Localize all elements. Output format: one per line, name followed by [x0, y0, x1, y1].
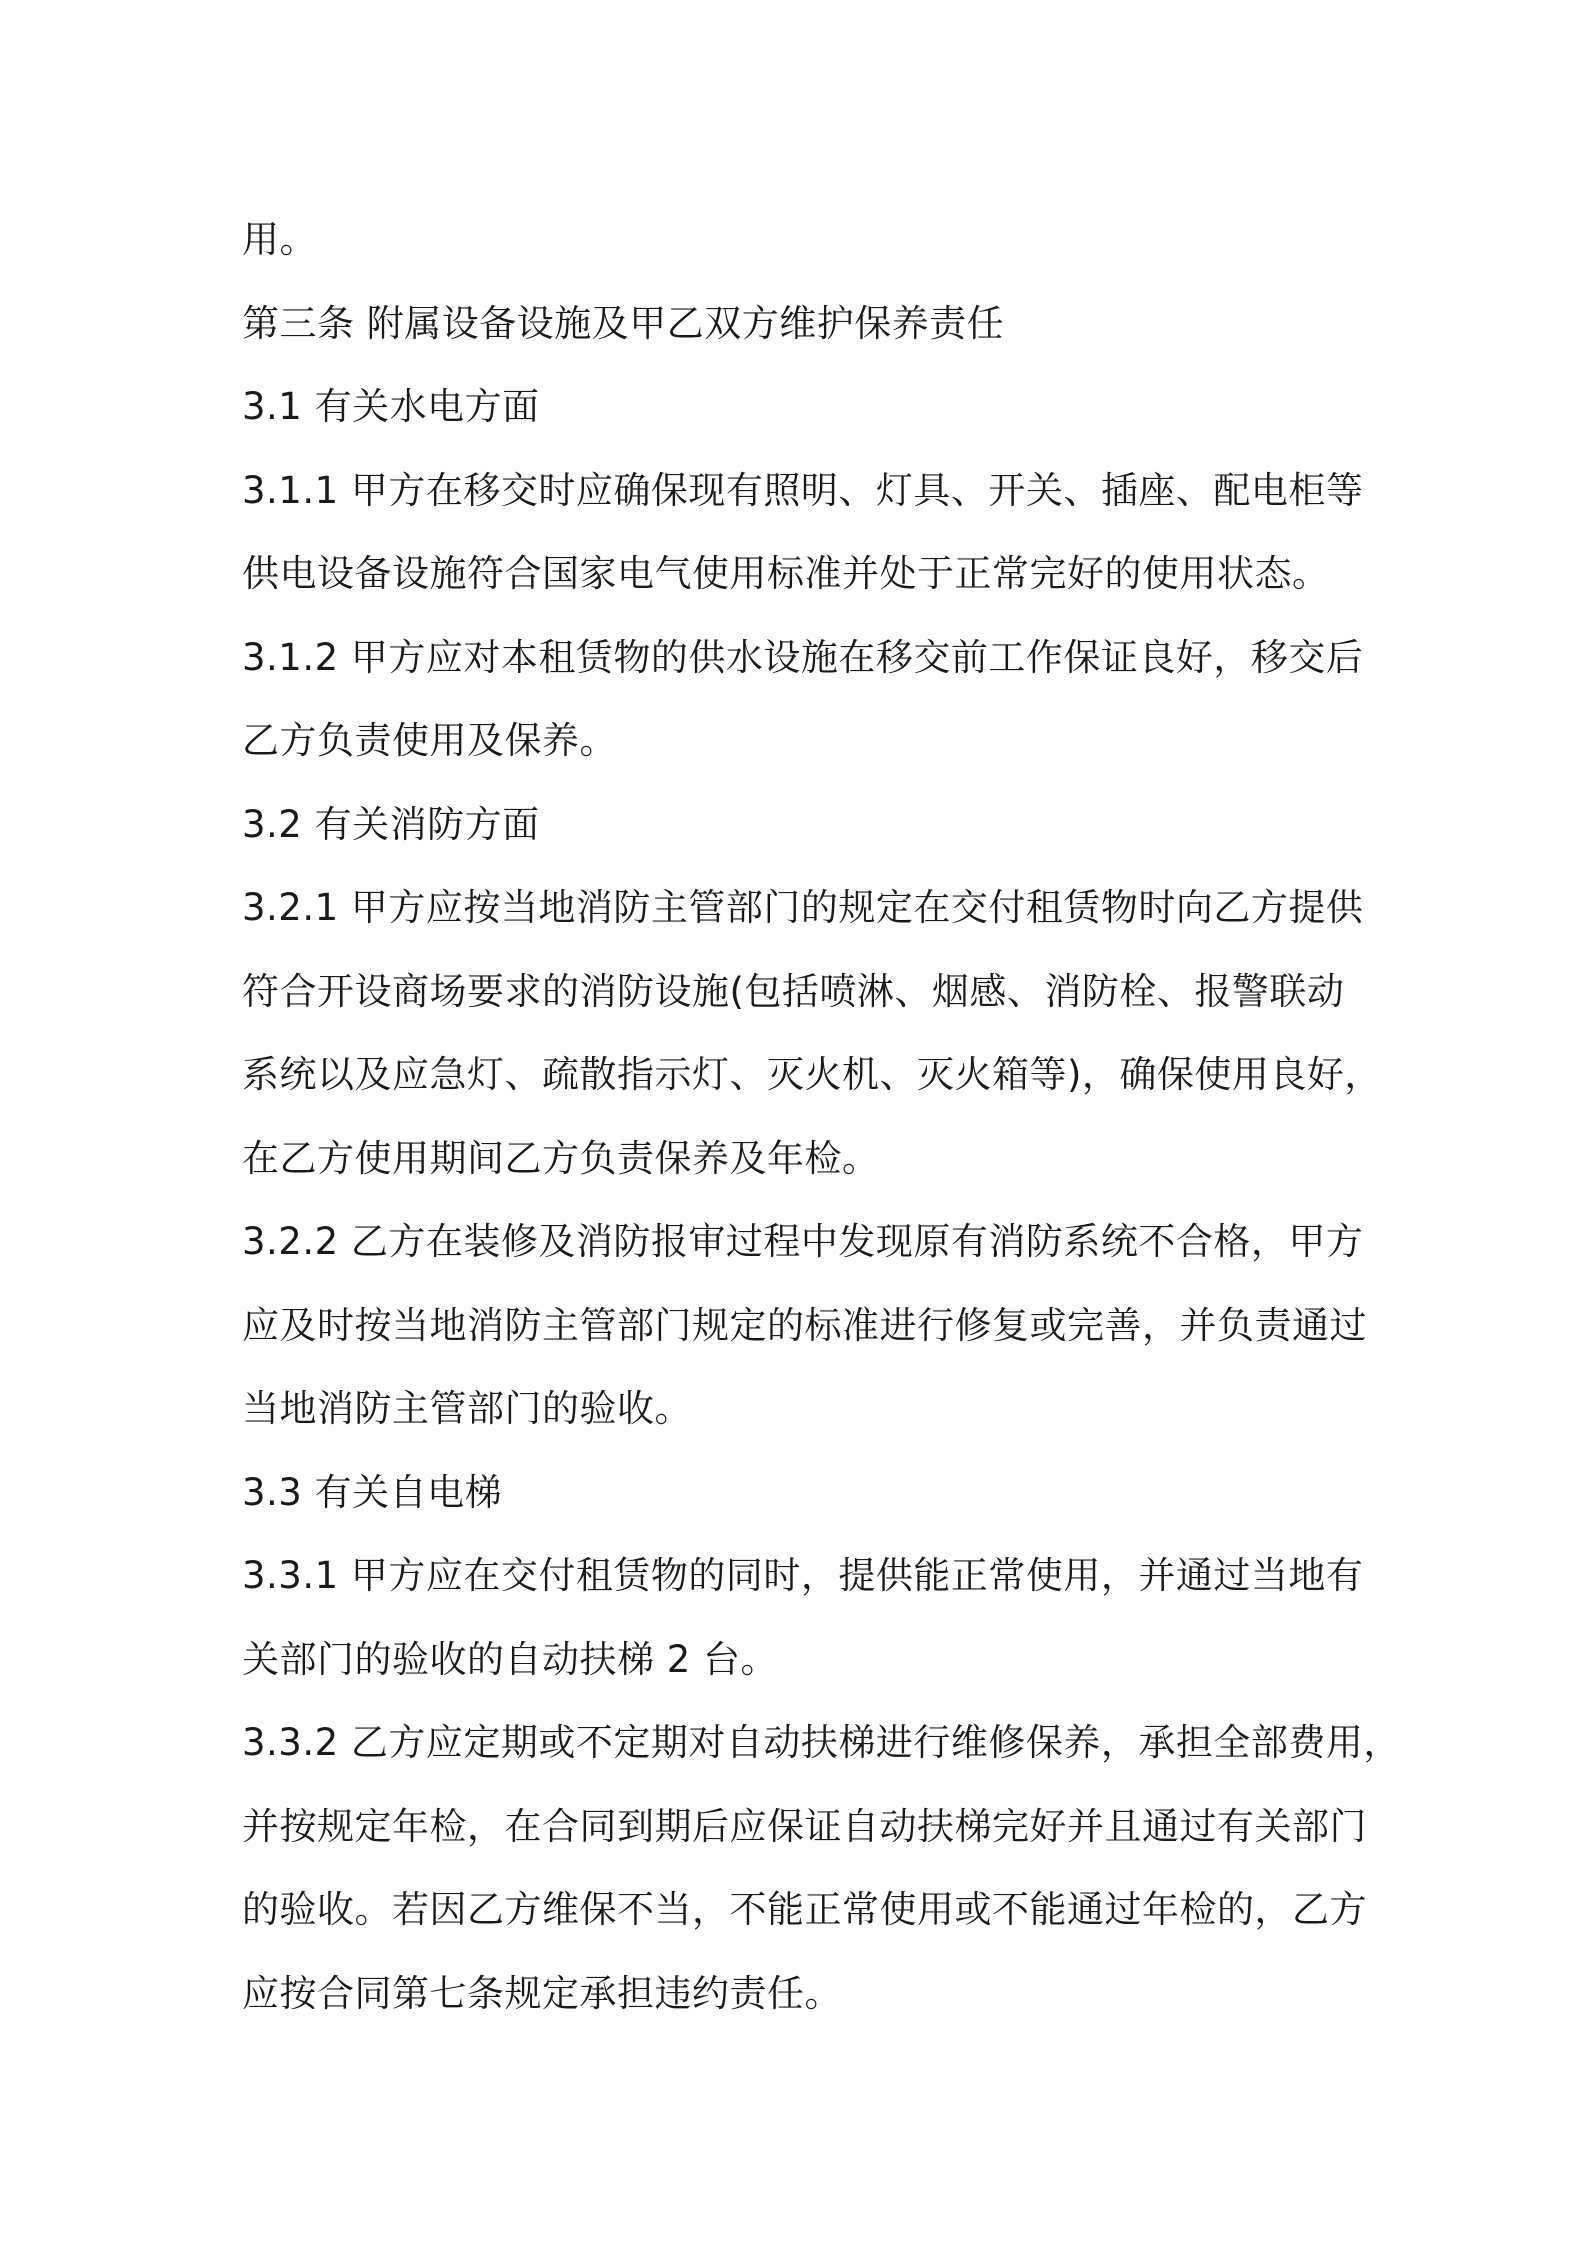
- paragraph-line: 关部门的验收的自动扶梯 2 台。: [242, 1637, 779, 1681]
- paragraph-line: 3.1.2 甲方应对本租赁物的供水设施在移交前工作保证良好，移交后: [242, 635, 1364, 679]
- paragraph-line: 应及时按当地消防主管部门规定的标准进行修复或完善，并负责通过: [242, 1303, 1367, 1347]
- paragraph-line: 当地消防主管部门的验收。: [242, 1387, 692, 1430]
- paragraph-line: 3.2.1 甲方应按当地消防主管部门的规定在交付租赁物时向乙方提供: [242, 886, 1364, 929]
- paragraph-line: 应按合同第七条规定承担违约责任。: [242, 1971, 842, 2015]
- paragraph-line: 3.3.2 乙方应定期或不定期对自动扶梯进行维修保养，承担全部费用，: [242, 1721, 1401, 1764]
- paragraph-line: 3.1.1 甲方在移交时应确保现有照明、灯具、开关、插座、配电柜等: [242, 468, 1364, 512]
- section-heading: 3.3 有关自电梯: [242, 1470, 503, 1514]
- section-heading: 3.2 有关消防方面: [242, 802, 540, 846]
- paragraph-line: 3.2.2 乙方在装修及消防报审过程中发现原有消防系统不合格，甲方: [242, 1220, 1364, 1263]
- paragraph-line: 的验收。若因乙方维保不当，不能正常使用或不能通过年检的，乙方: [242, 1888, 1367, 1931]
- paragraph-line: 乙方负责使用及保养。: [242, 719, 617, 762]
- paragraph-line: 符合开设商场要求的消防设施(包括喷淋、烟感、消防栓、报警联动: [242, 969, 1345, 1013]
- paragraph-line: 供电设备设施符合国家电气使用标准并处于正常完好的使用状态。: [242, 552, 1330, 595]
- paragraph-line: 并按规定年检，在合同到期后应保证自动扶梯完好并且通过有关部门: [242, 1804, 1367, 1848]
- article-heading: 第三条 附属设备设施及甲乙双方维护保养责任: [242, 301, 1005, 345]
- document-body: [242, 198, 1401, 2035]
- section-heading: 3.1 有关水电方面: [242, 385, 540, 428]
- paragraph-line: 3.3.1 甲方应在交付租赁物的同时，提供能正常使用，并通过当地有: [242, 1554, 1364, 1597]
- paragraph-line: 用。: [242, 218, 317, 261]
- paragraph-line: 系统以及应急灯、疏散指示灯、灭火机、灭火箱等)，确保使用良好，: [242, 1053, 1382, 1096]
- paragraph-line: 在乙方使用期间乙方负责保养及年检。: [242, 1136, 880, 1180]
